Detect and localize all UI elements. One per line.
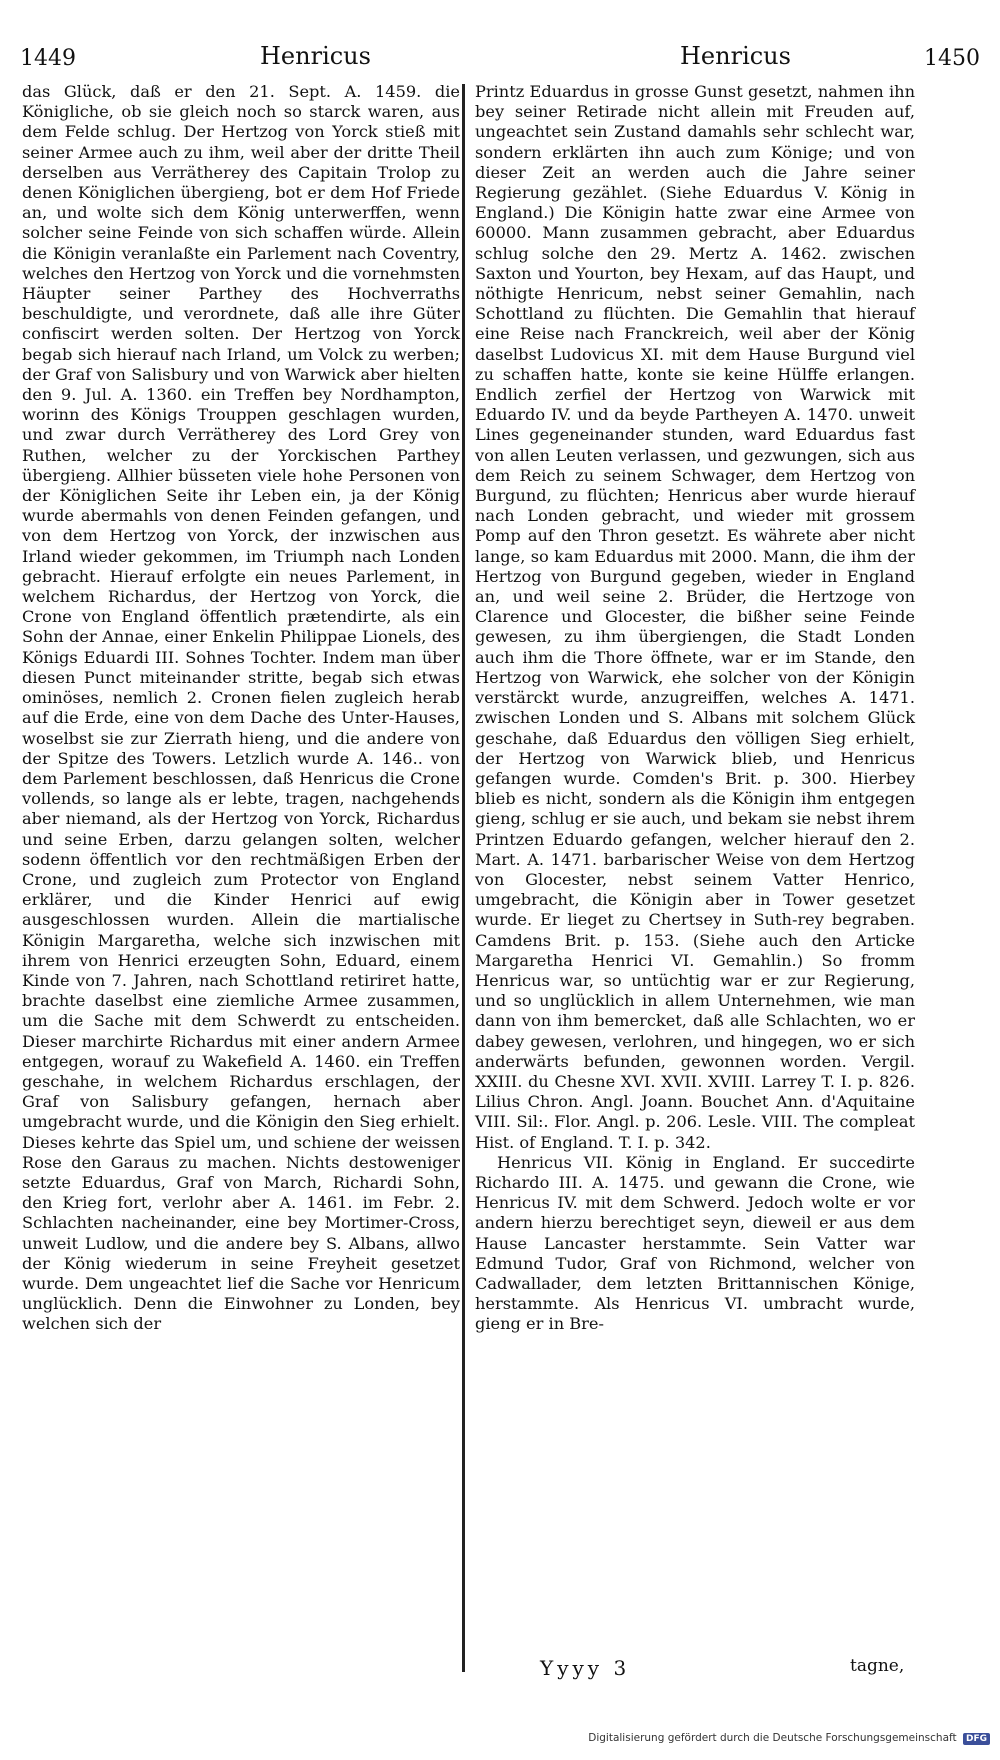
column-rule: [462, 84, 465, 1672]
right-column-paragraph: Printz Eduardus in grosse Gunst gesetzt, nahmen ihn bey seiner Retirade nicht allein mit Freuden auf, ungeachtet sein Zustand damahls sehr schlecht war, sondern erklärten ihn auch zum Könige; und von dieser Zeit an werden auch die Jahre seiner Regierung gezählet. (Siehe Eduardus V. König in England.) Die Königin hatte zwar eine Armee von 60000. Mann zusammen gebracht, aber Eduardus schlug solche den 29. Mertz A. 1462. zwischen Saxton und Yourton, bey Hexam, auf das Haupt, und nöthigte Henricum, nebst seiner Gemahlin, nach Schottland zu flüchten. Die Gemahlin that hierauf eine Reise nach Franckreich, weil aber der König daselbst Ludovicus XI. mit dem Hause Burgund viel zu schaffen hatte, konte sie keine Hülffe erlangen. Endlich zerfiel der Hertzog von Warwick mit Eduardo IV. und da beyde Partheyen A. 1470. unweit Lines gegeneinander stunden, ward Eduardus fast von allen Leuten verlassen, und gezwungen, sich aus dem Reich zu seinem Schwager, dem Hertzog von Burgund, zu flüchten; Henricus aber wurde hierauf nach Londen gebracht, und wieder mit grossem Pomp auf den Thron gesetzt. Es währete aber nicht lange, so kam Eduardus mit 2000. Mann, die ihm der Hertzog von Burgund gegeben, wieder in England an, und weil seine 2. Brüder, die Hertzoge von Clarence und Glocester, die bißher seine Feinde gewesen, zu ihm übergiengen, die Stadt Londen auch ihm die Thore öffnete, war er im Stande, den Hertzog von Warwick, ehe solcher von der Königin verstärckt wurde, anzugreiffen, welches A. 1471. zwischen Londen und S. Albans mit solchem Glück geschahe, daß Eduardus den völligen Sieg erhielt, der Hertzog von Warwick blieb, und Henricus gefangen wurde. Comden's Brit. p. 300. Hierbey blieb es nicht, sondern als die Königin ihm entgegen gieng, schlug er sie auch, und bekam sie nebst ihrem Printzen Eduardo gefangen, welcher hierauf den 2. Mart. A. 1471. barbarischer Weise von dem Hertzog von Glocester, nebst seinem Vatter Henrico, umgebracht, die Königin aber in Tower gesetzet wurde. Er lieget zu Chertsey in Suth-rey begraben. Camdens Brit. p. 153. (Siehe auch den Articke Margaretha Henrici VI. Gemahlin.) So fromm Henricus war, so untüchtig war er zur Regierung, und so unglücklich in allem Unternehmen, wie man dann von ihm bemercket, daß alle Schlachten, wo er dabey gewesen, verlohren, und hingegen, wo er sich anderwärts befunden, gewonnen worden. Vergil. XXIII. du Chesne XVI. XVII. XVIII. Larrey T. I. p. 826. Lilius Chron. Angl. Joann. Bouchet Ann. d'Aquitaine VIII. Sil:. Flor. Angl. p. 206. Lesle. VIII. The compleat Hist. of England. T. I. p. 342.: [475, 82, 915, 1152]
page-number-right: 1450: [924, 46, 980, 71]
left-column-paragraph: das Glück, daß er den 21. Sept. A. 1459. die Königliche, ob sie gleich noch so starck waren, aus dem Felde schlug. Der Hertzog von Yorck stieß mit seiner Armee auch zu ihm, weil aber der dritte Theil derselben aus Verrätherey des Capitain Trolop zu denen Königlichen übergieng, bot er dem Hof Friede an, und wolte sich dem König unterwerffen, wenn solcher seine Feinde von sich schaffen würde. Allein die Königin veranlaßte ein Parlement nach Coventry, welches den Hertzog von Yorck und die vornehmsten Häupter seiner Parthey des Hochverraths beschuldigte, und verordnete, daß alle ihre Güter confiscirt werden solten. Der Hertzog von Yorck begab sich hierauf nach Irland, um Volck zu werben; der Graf von Salisbury und von Warwick aber hielten den 9. Jul. A. 1360. ein Treffen bey Nordhampton, worinn des Königs Trouppen geschlagen wurden, und zwar durch Verrätherey des Lord Grey von Ruthen, welcher zu der Yorckischen Parthey übergieng. Allhier büsseten viele hohe Personen von der Königlichen Seite ihr Leben ein, ja der König wurde abermahls von denen Feinden gefangen, und von dem Hertzog von Yorck, der inzwischen aus Irland wieder gekommen, im Triumph nach Londen gebracht. Hierauf erfolgte ein neues Parlement, in welchem Richardus, der Hertzog von Yorck, die Crone von England öffentlich prætendirte, als ein Sohn der Annae, einer Enkelin Philippae Lionels, des Königs Eduardi III. Sohnes Tochter. Indem man über diesen Punct miteinander stritte, begab sich etwas ominöses, nemlich 2. Cronen fielen zugleich herab auf die Erde, eine von dem Dache des Unter-Hauses, woselbst sie zur Zierrath hieng, und die andere von der Spitze des Towers. Letzlich wurde A. 146.. von dem Parlement beschlossen, daß Henricus die Crone vollends, so lange als er lebte, tragen, nachgehends aber niemand, als der Hertzog von Yorck, Richardus und seine Erben, darzu gelangen solten, welcher sodenn öffentlich vor den rechtmäßigen Erben der Crone, und zugleich zum Protector von England erklärer, und die Kinder Henrici auf ewig ausgeschlossen wurden. Allein die martialische Königin Margaretha, welche sich inzwischen mit ihrem von Henrici erzeugten Sohn, Eduard, einem Kinde von 7. Jahren, nach Schottland retiriret hatte, brachte daselbst eine ziemliche Armee zusammen, um die Sache mit dem Schwerdt zu entscheiden. Dieser marchirte Richardus mit einer andern Armee entgegen, worauf zu Wakefield A. 1460. ein Treffen geschahe, in welchem Richardus erschlagen, der Graf von Salisbury gefangen, hernach aber umgebracht wurde, und die Königin den Sieg erhielt. Dieses kehrte das Spiel um, und schiene der weissen Rose den Garaus zu machen. Nichts destoweniger setzte Eduardus, Graf von March, Richardi Sohn, den Krieg fort, verlohr aber A. 1461. im Febr. 2. Schlachten nacheinander, eine bey Mortimer-Cross, unweit Ludlow, und die andere bey S. Albans, allwo der König wiederum in seine Freyheit gesetzet wurde. Dem ungeachtet lief die Sache vor Henricum unglücklich. Denn die Einwohner zu Londen, bey welchen sich der: [22, 82, 460, 1334]
page-header: [20, 40, 980, 80]
right-column: [475, 82, 915, 1335]
digitization-footer: [560, 1732, 990, 1752]
catchword: tagne,: [850, 1656, 905, 1676]
entry-henricus-vii: Henricus VII. König in England. Er succedirte Richardo III. A. 1475. und gewann die Crone, wie Henricus IV. mit dem Schwerd. Jedoch wolte er vor andern hierzu berechtiget seyn, dieweil er aus dem Hause Lancaster herstammte. Sein Vatter war Edmund Tudor, Graf von Richmond, welcher von Cadwallader, dem letzten Brittannischen Könige, herstammte. Als Henricus VI. umbracht wurde, gieng er in Bre-: [475, 1152, 915, 1334]
left-column: [22, 82, 460, 1335]
running-head-left: Henricus: [260, 42, 371, 70]
page-number-left: 1449: [20, 46, 76, 71]
footer-text: Digitalisierung gefördert durch die Deutsche Forschungsgemeinschaft: [588, 1732, 957, 1744]
signature-mark: Yyyy 3: [540, 1656, 631, 1680]
running-head-right: Henricus: [680, 42, 791, 70]
dfg-logo: DFG: [963, 1733, 990, 1745]
